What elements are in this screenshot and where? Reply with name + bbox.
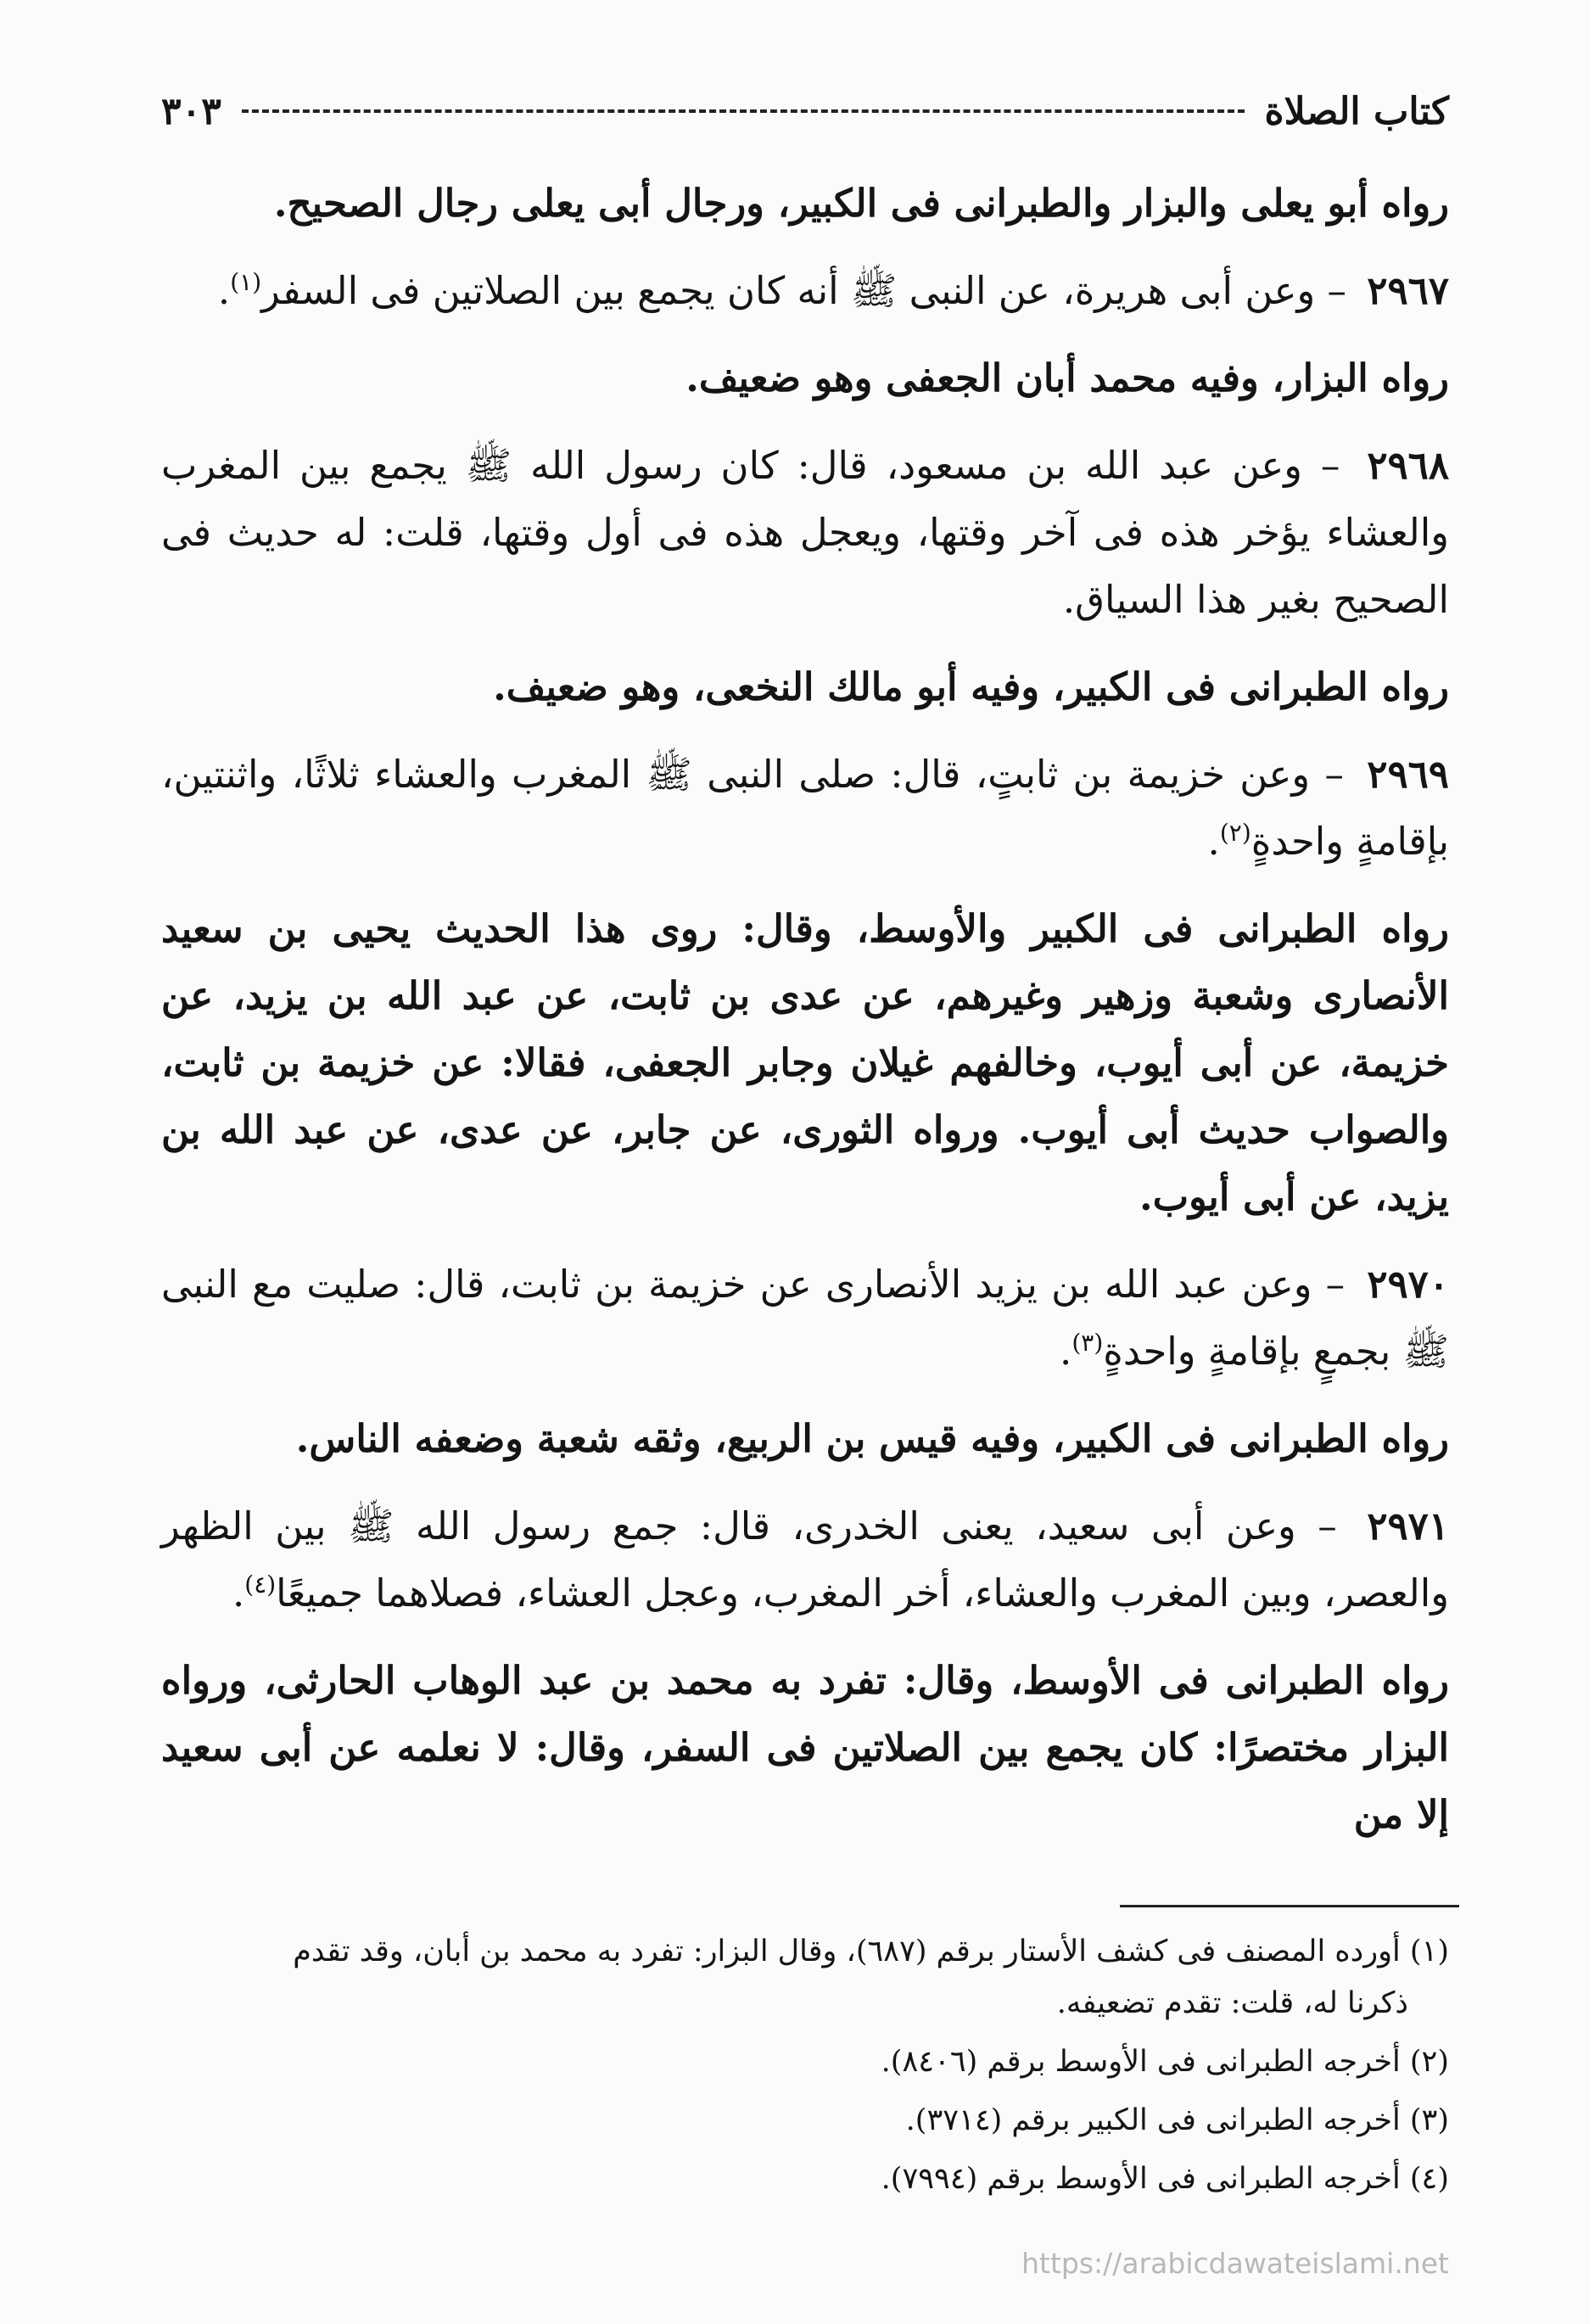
page-number: ٣٠٣ (161, 89, 221, 133)
narration-paragraph: رواه الطبرانى فى الكبير، وفيه قيس بن الربيع، وثقه شعبة وضعفه الناس. (295, 1416, 1449, 1461)
footnote: (١) أورده المصنف فى كشف الأستار برقم (٦٨٧)، وقال البزار: تفرد به محمد بن أبان، وقد تقدم (293, 1935, 1449, 1968)
main-text (161, 170, 1449, 1868)
footnote-separator (1120, 1905, 1459, 1907)
running-header (161, 81, 1449, 141)
footnote: (٣) أخرجه الطبرانى فى الكبير برقم (٣٧١٤). (905, 2103, 1449, 2137)
footnote-ref: (١) (230, 268, 262, 296)
hadith-number: ٢٩٦٨ (1367, 443, 1449, 488)
hadith-paragraph: ٢٩٦٧ – وعن أبى هريرة، عن النبى ﷺ أنه كان يجمع بين الصلاتين فى السفر$^{(١)}$. (217, 268, 1449, 313)
hadith-paragraph: ٢٩٦٩ – وعن خزيمة بن ثابتٍ، قال: صلى النبى ﷺ المغرب والعشاء ثلاثًا، واثنتين، بإقامةٍ واحدةٍ$^{(٢)}$. (161, 752, 1449, 864)
footnote-continuation: ذكرنا له، قلت: تقدم تضعيفه. (1056, 1986, 1408, 2020)
narration-paragraph: رواه الطبرانى فى الكبير والأوسط، وقال: روى هذا الحديث يحيى بن سعيد الأنصارى وشعبة وزهير وغيرهم، عن عدى بن ثابت، عن عبد الله بن يزيد، عن خزيمة، عن أبى أيوب، وخالفهم غيلان وجابر الجعفى، فقالا: عن خزيمة بن ثابت، والصواب حديث أبى أيوب. ورواه الثورى، عن جابر، عن عدى، عن عبد الله بن يزيد، عن أبى أيوب. (161, 906, 1449, 1219)
footnote-ref: (٣) (1071, 1329, 1104, 1357)
header-dashed-rule (242, 109, 1245, 113)
narration-paragraph: رواه الطبرانى فى الكبير، وفيه أبو مالك النخعى، وهو ضعيف. (493, 664, 1449, 709)
hadith-number: ٢٩٧١ (1367, 1504, 1450, 1548)
footnote: (٤) أخرجه الطبرانى فى الأوسط برقم (٧٩٩٤). (881, 2162, 1449, 2196)
hadith-number: ٢٩٧٠ (1367, 1262, 1449, 1307)
hadith-number: ٢٩٦٩ (1367, 752, 1449, 797)
hadith-paragraph: ٢٩٦٨ – وعن عبد الله بن مسعود، قال: كان رسول الله ﷺ يجمع بين المغرب والعشاء يؤخر هذه فى آخر وقتها، ويعجل هذه فى أول وقتها، قلت: له حديث فى الصحيح بغير هذا السياق. (161, 443, 1449, 622)
footnote: (٢) أخرجه الطبرانى فى الأوسط برقم (٨٤٠٦). (881, 2045, 1449, 2079)
hadith-number: ٢٩٦٧ (1367, 268, 1449, 313)
footnote-ref: (٢) (1219, 819, 1251, 847)
narration-paragraph: رواه البزار، وفيه محمد أبان الجعفى وهو ضعيف. (685, 356, 1449, 400)
narration-paragraph: رواه الطبرانى فى الأوسط، وقال: تفرد به محمد بن عبد الوهاب الحارثى، ورواه البزار مختصرًا: كان يجمع بين الصلاتين فى السفر، وقال: لا نعلمه عن أبى سعيد إلا من (161, 1658, 1449, 1837)
footnote-ref: (٤) (244, 1571, 277, 1599)
watermark-url: https://arabicdawateislami.net (1021, 2247, 1449, 2280)
narration-paragraph: رواه أبو يعلى والبزار والطبرانى فى الكبير، ورجال أبى يعلى رجال الصحيح. (273, 181, 1449, 226)
hadith-paragraph: ٢٩٧٠ – وعن عبد الله بن يزيد الأنصارى عن خزيمة بن ثابت، قال: صليت مع النبى ﷺ بجمعٍ بإقامةٍ واحدةٍ$^{(٣)}$. (161, 1262, 1449, 1374)
chapter-title: كتاب الصلاة (1264, 89, 1449, 133)
footnotes (161, 1926, 1449, 2212)
hadith-paragraph: ٢٩٧١ – وعن أبى سعيد، يعنى الخدرى، قال: جمع رسول الله ﷺ بين الظهر والعصر، وبين المغرب والعشاء، أخر المغرب، وعجل العشاء، فصلاهما جميعًا$^{(٤)}$. (161, 1504, 1450, 1616)
